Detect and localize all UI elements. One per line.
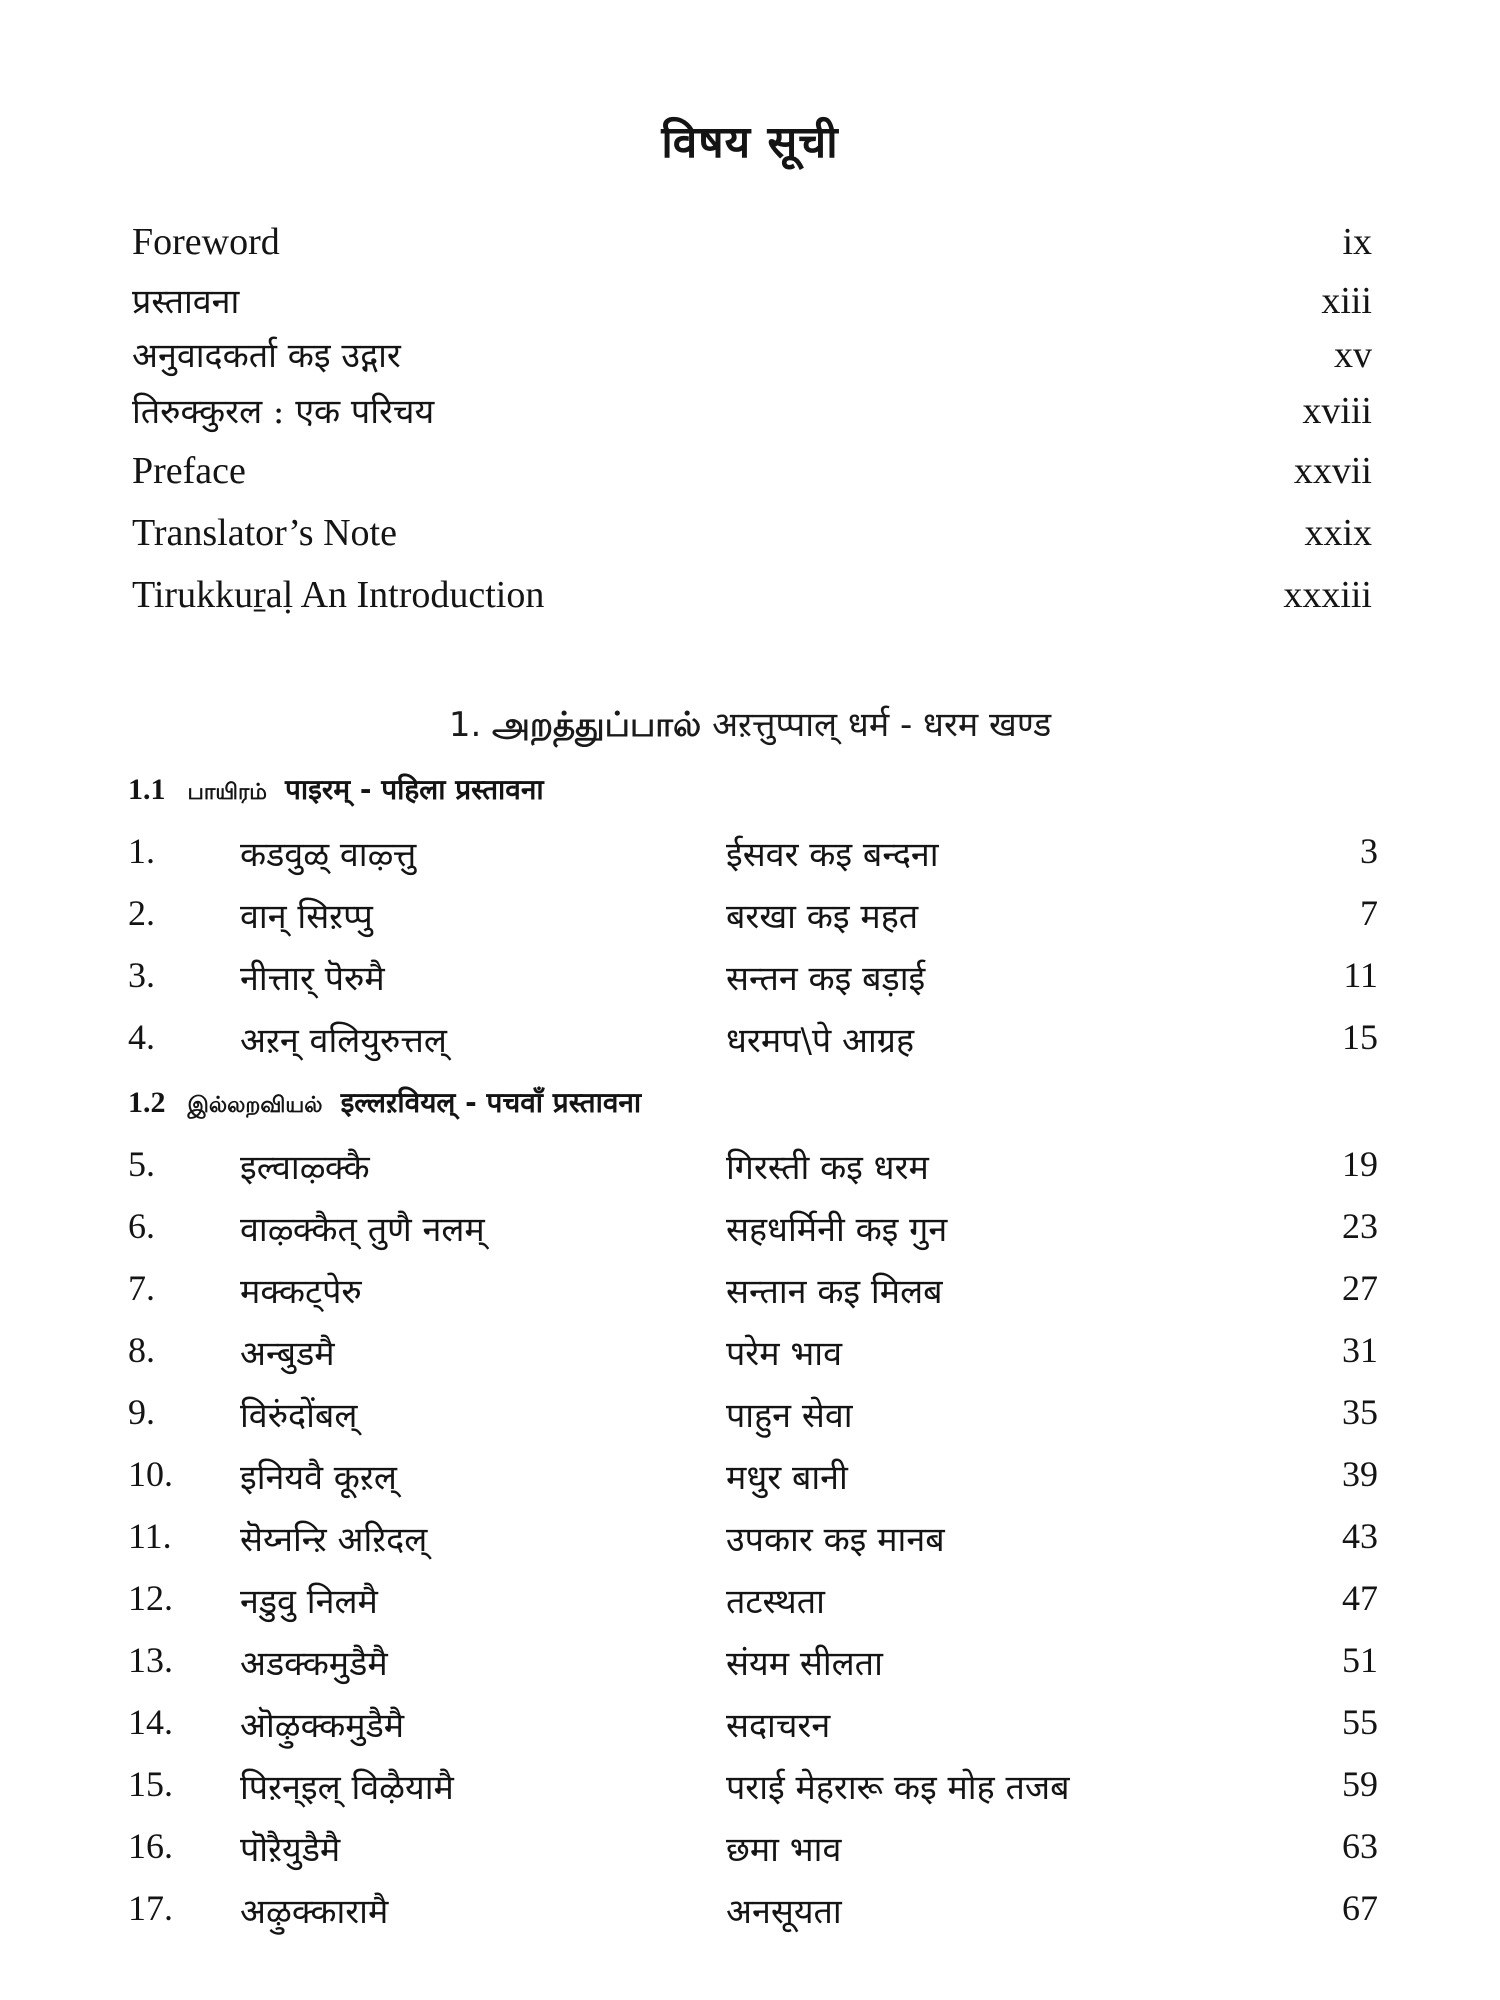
chapter-page: 51 bbox=[1342, 1640, 1378, 1680]
front-matter-item bbox=[132, 331, 1372, 387]
chapter-transliteration: नीत्तार् पॆरुमै bbox=[240, 959, 385, 999]
chapter-row bbox=[128, 1701, 1378, 1763]
section-tamil-title: இல்லறவியல் bbox=[187, 1093, 323, 1118]
chapter-row bbox=[128, 830, 1378, 892]
front-matter-page: xxxiii bbox=[1283, 574, 1372, 616]
chapter-number: 15. bbox=[128, 1764, 173, 1804]
chapter-transliteration: नडुवु निलमै bbox=[240, 1582, 378, 1622]
front-matter-item bbox=[132, 277, 1372, 331]
chapter-number: 3. bbox=[128, 955, 155, 995]
chapter-transliteration: अडक्कमुडैमै bbox=[240, 1644, 388, 1684]
front-matter-label: अनुवादकर्ता कइ उद्गार bbox=[132, 336, 401, 376]
front-matter-page: xv bbox=[1334, 334, 1372, 376]
chapter-hindi-title: अनसूयता bbox=[726, 1892, 842, 1932]
chapter-transliteration: सॆय्नन्ऱि अऱिदल् bbox=[240, 1520, 428, 1560]
chapter-number: 1. bbox=[128, 831, 155, 871]
section-number: 1.2 bbox=[128, 1086, 166, 1119]
chapter-number: 8. bbox=[128, 1330, 155, 1370]
chapter-number: 17. bbox=[128, 1888, 173, 1928]
chapter-page: 59 bbox=[1342, 1764, 1378, 1804]
chapter-transliteration: ऒऴुक्कमुडैमै bbox=[240, 1706, 405, 1746]
front-matter-label: प्रस्तावना bbox=[132, 282, 240, 322]
chapter-number: 2. bbox=[128, 893, 155, 933]
chapter-row bbox=[128, 1825, 1378, 1887]
chapter-page: 35 bbox=[1342, 1392, 1378, 1432]
chapter-number: 7. bbox=[128, 1268, 155, 1308]
chapter-row bbox=[128, 892, 1378, 954]
chapter-hindi-title: गिरस्ती कइ धरम bbox=[726, 1148, 929, 1188]
part-heading bbox=[0, 700, 1500, 749]
chapter-page: 7 bbox=[1360, 893, 1378, 933]
chapter-row bbox=[128, 954, 1378, 1016]
chapter-transliteration: इनियवै कूऱल् bbox=[240, 1458, 397, 1498]
section-heading bbox=[128, 770, 544, 808]
chapter-hindi-title: उपकार कइ मानब bbox=[726, 1520, 945, 1560]
section-title: पाइरम् - पहिला प्रस्तावना bbox=[285, 773, 544, 806]
chapter-number: 10. bbox=[128, 1454, 173, 1494]
chapter-page: 63 bbox=[1342, 1826, 1378, 1866]
chapter-hindi-title: परेम भाव bbox=[726, 1334, 842, 1374]
chapter-hindi-title: तटस्थता bbox=[726, 1582, 825, 1622]
chapter-page: 39 bbox=[1342, 1454, 1378, 1494]
front-matter-page: xviii bbox=[1302, 390, 1372, 432]
front-matter-page: xxix bbox=[1304, 512, 1372, 554]
part-hindi-title: धरम खण्ड bbox=[923, 705, 1052, 745]
chapter-transliteration: विरुंदोंबल् bbox=[240, 1396, 358, 1436]
chapter-row bbox=[128, 1515, 1378, 1577]
chapter-hindi-title: संयम सीलता bbox=[726, 1644, 883, 1684]
chapter-list bbox=[128, 1143, 1378, 1949]
chapter-transliteration: वान् सिऱप्पु bbox=[240, 897, 373, 937]
chapter-hindi-title: बरखा कइ महत bbox=[726, 897, 919, 937]
chapter-page: 19 bbox=[1342, 1144, 1378, 1184]
chapter-page: 23 bbox=[1342, 1206, 1378, 1246]
front-matter-item bbox=[132, 449, 1372, 511]
chapter-page: 43 bbox=[1342, 1516, 1378, 1556]
front-matter-page: ix bbox=[1342, 221, 1372, 263]
section-tamil-title: பாயிரம் bbox=[187, 780, 268, 805]
chapter-page: 47 bbox=[1342, 1578, 1378, 1618]
chapter-row bbox=[128, 1391, 1378, 1453]
chapter-transliteration: कडवुळ् वाऴ्त्तु bbox=[240, 835, 417, 875]
section-title: इल्लऱवियल् - पचवाँ प्रस्तावना bbox=[340, 1086, 642, 1119]
chapter-page: 55 bbox=[1342, 1702, 1378, 1742]
section-number: 1.1 bbox=[128, 773, 166, 806]
front-matter-label: Translator’s Note bbox=[132, 512, 397, 554]
chapter-transliteration: अन्बुडमै bbox=[240, 1334, 335, 1374]
front-matter-item bbox=[132, 511, 1372, 573]
chapter-row bbox=[128, 1887, 1378, 1949]
chapter-number: 16. bbox=[128, 1826, 173, 1866]
front-matter-item bbox=[132, 573, 1372, 635]
chapter-number: 4. bbox=[128, 1017, 155, 1057]
part-number: 1. bbox=[448, 705, 482, 745]
chapter-row bbox=[128, 1577, 1378, 1639]
front-matter-item bbox=[132, 387, 1372, 449]
chapter-transliteration: अऱन् वलियुरुत्तल् bbox=[240, 1021, 447, 1061]
chapter-hindi-title: सहधर्मिनी कइ गुन bbox=[726, 1210, 948, 1250]
chapter-row bbox=[128, 1205, 1378, 1267]
chapter-hindi-title: धरमप\पे आग्रह bbox=[726, 1021, 915, 1061]
chapter-hindi-title: छमा भाव bbox=[726, 1830, 842, 1870]
front-matter-page: xxvii bbox=[1293, 450, 1372, 492]
chapter-number: 11. bbox=[128, 1516, 172, 1556]
chapter-transliteration: वाऴ्क्कैत् तुणै नलम् bbox=[240, 1210, 485, 1250]
page-title: विषय सूची bbox=[661, 117, 839, 168]
front-matter-list bbox=[132, 220, 1372, 635]
chapter-transliteration: पिऱन्इल् विऴैयामै bbox=[240, 1768, 454, 1808]
chapter-page: 3 bbox=[1360, 831, 1378, 871]
front-matter-label: Preface bbox=[132, 450, 246, 492]
chapter-page: 11 bbox=[1343, 955, 1378, 995]
front-matter-label: Tirukkuṟaḷ An Introduction bbox=[132, 574, 545, 616]
chapter-page: 31 bbox=[1342, 1330, 1378, 1370]
chapter-transliteration: पॊऱैयुडैमै bbox=[240, 1830, 341, 1870]
chapter-page: 27 bbox=[1342, 1268, 1378, 1308]
chapter-row bbox=[128, 1453, 1378, 1515]
chapter-hindi-title: सन्तान कइ मिलब bbox=[726, 1272, 943, 1312]
chapter-number: 6. bbox=[128, 1206, 155, 1246]
front-matter-label: तिरुक्कुरल : एक परिचय bbox=[132, 392, 435, 432]
chapter-number: 9. bbox=[128, 1392, 155, 1432]
chapter-page: 15 bbox=[1342, 1017, 1378, 1057]
chapter-number: 14. bbox=[128, 1702, 173, 1742]
chapter-hindi-title: सदाचरन bbox=[726, 1706, 831, 1746]
part-tamil-title: அறத்துப்பால் bbox=[492, 705, 702, 745]
chapter-transliteration: मक्कट्पेरु bbox=[240, 1272, 362, 1312]
chapter-number: 5. bbox=[128, 1144, 155, 1184]
front-matter-page: xiii bbox=[1321, 280, 1372, 322]
chapter-row bbox=[128, 1016, 1378, 1078]
part-transliteration: अऱत्तुप्पाल् धर्म - bbox=[712, 705, 913, 745]
chapter-hindi-title: सन्तन कइ बड़ाई bbox=[726, 959, 926, 999]
chapter-row bbox=[128, 1763, 1378, 1825]
chapter-page: 67 bbox=[1342, 1888, 1378, 1928]
chapter-number: 13. bbox=[128, 1640, 173, 1680]
chapter-row bbox=[128, 1143, 1378, 1205]
chapter-transliteration: अऴुक्कारामै bbox=[240, 1892, 389, 1932]
chapter-transliteration: इल्वाऴ्क्कै bbox=[240, 1148, 370, 1188]
section-heading bbox=[128, 1083, 641, 1121]
front-matter-label: Foreword bbox=[132, 221, 280, 263]
chapter-list bbox=[128, 830, 1378, 1078]
front-matter-item bbox=[132, 220, 1372, 277]
chapter-hindi-title: पाहुन सेवा bbox=[726, 1396, 853, 1436]
chapter-hindi-title: मधुर बानी bbox=[726, 1458, 848, 1498]
chapter-hindi-title: ईसवर कइ बन्दना bbox=[726, 835, 939, 875]
chapter-row bbox=[128, 1267, 1378, 1329]
chapter-hindi-title: पराई मेहरारू कइ मोह तजब bbox=[726, 1768, 1070, 1808]
chapter-row bbox=[128, 1329, 1378, 1391]
chapter-number: 12. bbox=[128, 1578, 173, 1618]
chapter-row bbox=[128, 1639, 1378, 1701]
